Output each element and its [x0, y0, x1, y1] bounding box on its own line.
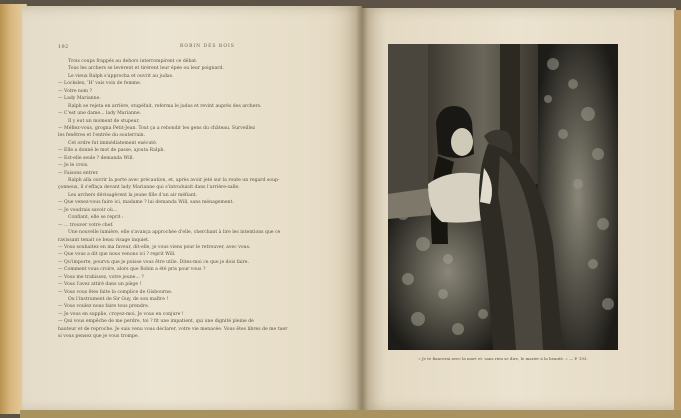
- photo-plate: [388, 44, 618, 350]
- text-line: — Est-elle seule ? demanda Will.: [58, 155, 134, 161]
- text-line: Confiant, elle se reprit :: [68, 215, 124, 221]
- text-line: ravissant tenait ce beau visage inquiet.: [58, 237, 150, 243]
- text-line: — Lady Marianne.: [58, 96, 101, 102]
- text-line: — C'est une dame... lady Marianne.: [58, 111, 142, 117]
- text-line: — Qui vous empêche de me perdre, toi ? fit une impatient, qui une dignité pleine de: [58, 319, 254, 325]
- text-line: Trois coups frappés au dehors interrompirent ce débat.: [68, 59, 198, 64]
- text-line: — Méfiez-vous, grogna Petit-Jean. Tout ça a rebondir les gens du château. Surveillez: [58, 125, 256, 131]
- text-line: Il y eut un moment de stupeur.: [68, 118, 140, 124]
- text-line: — Je le crois.: [58, 163, 89, 169]
- page-number: 192: [58, 44, 69, 50]
- text-line: çonneux, il s'effaça devant lady Marianne qui s'introduisit dans l'arrière-salle.: [58, 185, 240, 191]
- text-line: Les archers dévisagèrent la jeune fille d'un air méfiant.: [68, 192, 198, 198]
- text-line: — Vous vous êtes faite la complice de Gisbourne.: [58, 289, 173, 295]
- running-head: ROBIN DES BOIS: [180, 44, 235, 49]
- book-gutter: [356, 6, 368, 414]
- text-line: — Vous voulez nous faire tous prendre.: [58, 304, 150, 310]
- book-right-edge: [674, 10, 681, 410]
- text-line: — Votre nom ?: [58, 88, 92, 94]
- text-line: — Que venez-vous faire ici, madame ? lui demanda Will, sans ménagement.: [58, 200, 234, 206]
- text-line: — Vous l'avez attiré dans un piège !: [58, 282, 142, 288]
- text-line: Ou l'instrument de Sir Guy, de son maître !: [68, 297, 169, 302]
- text-line: — Lockslex, 'H' vais voix de femme.: [58, 81, 142, 87]
- text-line: — Je voudrais savoir où...: [58, 207, 118, 213]
- text-line: — Vous souhaitez en ma faveur, dit-elle, je vous viens pour le retrouver, avec vous.: [58, 244, 251, 250]
- text-line: Ralph se rejeta en arrière, stupéfait, referma le judas et revint auprès des archers.: [68, 103, 262, 109]
- text-line: — Que vous a dit que nous venons ici ? reprit Will.: [58, 252, 176, 258]
- text-line: — Elle a donné le mot de passe, ajouta Ralph.: [58, 148, 165, 154]
- text-line: — Vous me trahissez, votre jeune... ?: [58, 274, 144, 280]
- text-line: Ralph alla ouvrir la porte avec précaution, et, après avoir jeté sur la route un regard soup-: [68, 178, 280, 183]
- text-line: les fenêtres et l'entrée du souterrain.: [58, 133, 146, 139]
- text-line: — Qu'importe, pourvu que je puisse vous être utile. Dites-moi ce que je dois faire.: [58, 259, 249, 265]
- book-bottom-edge: [20, 410, 681, 418]
- plate-caption: « Je te fiancerai avec la mort et, sans rien se dire, le marier à la beauté. » — P. 193.: [418, 356, 588, 361]
- text-line: Le vieux Ralph s'approcha et ouvrit au judas.: [68, 73, 174, 79]
- text-line: — Faisons entrer.: [58, 170, 99, 176]
- text-line: — Comment vous croire, alors que Robin a été pris pour vous ?: [58, 267, 206, 273]
- film-still-illustration: [388, 44, 618, 350]
- text-line: — Je vous en supplie, croyez-moi, Je vous en conjure !: [58, 311, 184, 317]
- text-line: hauteur et de reproche. Je suis venu vous déclarer, votre vie menacée. Vous êtes libres de me tuer: [58, 326, 288, 332]
- text-line: — ... trouver votre chef.: [58, 222, 114, 228]
- text-line: Tous les archers se levèrent et tirèrent leur épée ou leur poignard.: [68, 66, 224, 72]
- text-line: si vous pensez que je vous trompe.: [58, 334, 140, 340]
- text-line: Une nouvelle lumière, elle s'avança approchée d'elle, cherchant à lire les intentions que ce: [68, 230, 281, 236]
- text-line: Cet ordre fut immédiatement exécuté.: [68, 140, 158, 146]
- body-text: [58, 58, 340, 341]
